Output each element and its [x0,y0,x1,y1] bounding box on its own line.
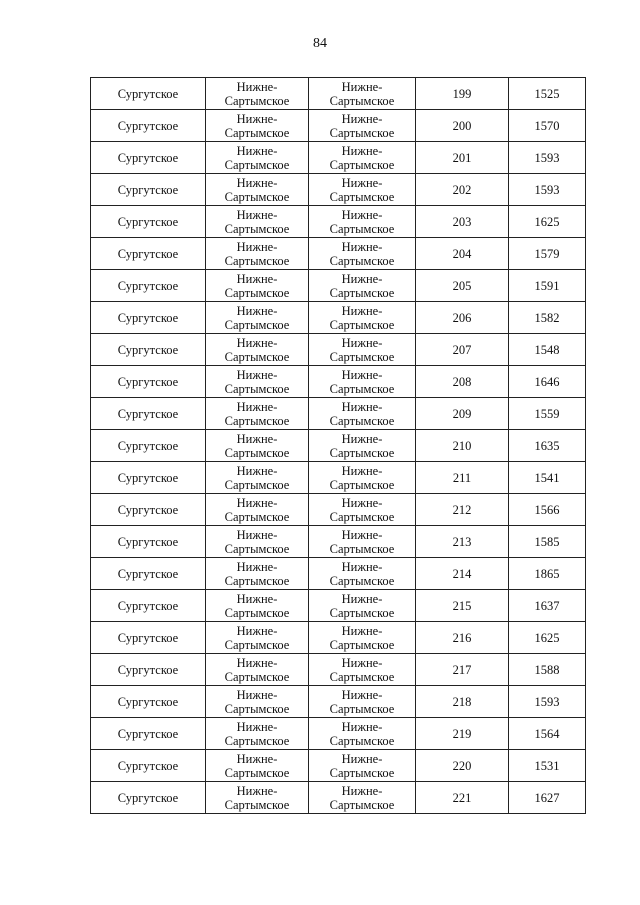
table-row [91,430,586,462]
field-b-cell-line: Нижне- [341,239,383,254]
field-b-cell [309,654,416,686]
field-b-cell-line: Сартымское [329,605,395,620]
region-cell: Сургутское [91,718,206,750]
field-a-cell-line: Нижне- [236,303,278,318]
field-b-cell-line: Сартымское [329,445,395,460]
field-b-cell [309,142,416,174]
number-cell: 211 [416,462,509,494]
field-b-cell-line: Сартымское [329,93,395,108]
field-a-cell-line: Нижне- [236,143,278,158]
number-cell: 220 [416,750,509,782]
field-a-cell [206,78,309,110]
field-b-cell-line: Нижне- [341,207,383,222]
field-b-cell [309,622,416,654]
region-cell: Сургутское [91,558,206,590]
field-b-cell-line: Сартымское [329,125,395,140]
field-a-cell-line: Нижне- [236,239,278,254]
region-cell: Сургутское [91,526,206,558]
field-b-cell-line: Сартымское [329,765,395,780]
region-cell: Сургутское [91,302,206,334]
table-row [91,590,586,622]
field-b-cell-line: Нижне- [341,399,383,414]
field-b-cell-line: Нижне- [341,527,383,542]
field-a-cell-line: Нижне- [236,335,278,350]
field-b-cell [309,526,416,558]
value-cell: 1566 [509,494,586,526]
number-cell: 216 [416,622,509,654]
field-a-cell-line: Нижне- [236,527,278,542]
field-b-cell [309,718,416,750]
table-row [91,718,586,750]
field-a-cell-line: Нижне- [236,783,278,798]
field-b-cell-line: Сартымское [329,541,395,556]
number-cell: 207 [416,334,509,366]
number-cell: 209 [416,398,509,430]
field-b-cell-line: Сартымское [329,701,395,716]
field-b-cell [309,750,416,782]
value-cell: 1646 [509,366,586,398]
field-a-cell-line: Нижне- [236,79,278,94]
table-row [91,302,586,334]
field-a-cell [206,270,309,302]
region-cell: Сургутское [91,270,206,302]
field-a-cell-line: Сартымское [224,541,290,556]
field-a-cell [206,174,309,206]
field-b-cell-line: Нижне- [341,783,383,798]
region-cell: Сургутское [91,238,206,270]
field-b-cell-line: Сартымское [329,285,395,300]
field-b-cell [309,590,416,622]
field-b-cell [309,398,416,430]
field-b-cell [309,174,416,206]
field-a-cell-line: Сартымское [224,253,290,268]
field-b-cell-line: Сартымское [329,221,395,236]
field-b-cell [309,558,416,590]
region-cell: Сургутское [91,142,206,174]
field-a-cell-line: Сартымское [224,221,290,236]
field-b-cell [309,462,416,494]
field-a-cell-line: Сартымское [224,381,290,396]
field-a-cell [206,302,309,334]
field-b-cell-line: Сартымское [329,509,395,524]
field-b-cell-line: Сартымское [329,317,395,332]
value-cell: 1579 [509,238,586,270]
number-cell: 206 [416,302,509,334]
value-cell: 1591 [509,270,586,302]
field-b-cell-line: Сартымское [329,157,395,172]
field-a-cell-line: Сартымское [224,701,290,716]
field-b-cell-line: Сартымское [329,413,395,428]
number-cell: 217 [416,654,509,686]
table-row [91,462,586,494]
field-a-cell [206,142,309,174]
field-b-cell-line: Нижне- [341,367,383,382]
number-cell: 219 [416,718,509,750]
table-row [91,142,586,174]
field-b-cell-line: Нижне- [341,111,383,126]
field-b-cell-line: Нижне- [341,559,383,574]
number-cell: 208 [416,366,509,398]
field-a-cell [206,334,309,366]
number-cell: 212 [416,494,509,526]
field-b-cell-line: Сартымское [329,477,395,492]
field-b-cell-line: Нижне- [341,463,383,478]
field-a-cell-line: Нижне- [236,623,278,638]
field-b-cell-line: Сартымское [329,797,395,812]
field-a-cell-line: Сартымское [224,125,290,140]
field-b-cell [309,270,416,302]
region-cell: Сургутское [91,430,206,462]
field-b-cell-line: Нижне- [341,495,383,510]
field-a-cell-line: Сартымское [224,477,290,492]
field-b-cell-line: Нижне- [341,143,383,158]
table-row [91,750,586,782]
region-cell: Сургутское [91,622,206,654]
field-a-cell-line: Сартымское [224,349,290,364]
field-a-cell [206,558,309,590]
table-row [91,558,586,590]
field-b-cell [309,110,416,142]
field-b-cell-line: Нижне- [341,687,383,702]
number-cell: 213 [416,526,509,558]
field-a-cell-line: Сартымское [224,317,290,332]
field-a-cell-line: Нижне- [236,655,278,670]
region-cell: Сургутское [91,494,206,526]
value-cell: 1585 [509,526,586,558]
region-cell: Сургутское [91,78,206,110]
field-b-cell [309,430,416,462]
table-row [91,334,586,366]
value-cell: 1531 [509,750,586,782]
field-b-cell [309,78,416,110]
field-b-cell [309,366,416,398]
field-a-cell-line: Нижне- [236,111,278,126]
field-a-cell [206,622,309,654]
table-row [91,366,586,398]
field-b-cell-line: Сартымское [329,349,395,364]
table-row [91,110,586,142]
value-cell: 1548 [509,334,586,366]
region-cell: Сургутское [91,686,206,718]
number-cell: 221 [416,782,509,814]
field-a-cell [206,238,309,270]
field-a-cell-line: Сартымское [224,765,290,780]
field-a-cell-line: Сартымское [224,189,290,204]
field-b-cell-line: Нижне- [341,655,383,670]
field-a-cell [206,686,309,718]
table-row [91,398,586,430]
region-cell: Сургутское [91,590,206,622]
value-cell: 1525 [509,78,586,110]
field-b-cell-line: Сартымское [329,381,395,396]
field-b-cell-line: Нижне- [341,431,383,446]
field-a-cell [206,494,309,526]
field-a-cell-line: Сартымское [224,93,290,108]
field-a-cell-line: Нижне- [236,687,278,702]
region-cell: Сургутское [91,654,206,686]
region-cell: Сургутское [91,110,206,142]
data-table [90,77,586,814]
field-b-cell-line: Сартымское [329,253,395,268]
field-b-cell-line: Нижне- [341,591,383,606]
region-cell: Сургутское [91,366,206,398]
field-a-cell [206,462,309,494]
region-cell: Сургутское [91,782,206,814]
field-b-cell-line: Сартымское [329,573,395,588]
field-b-cell [309,302,416,334]
value-cell: 1588 [509,654,586,686]
field-a-cell [206,430,309,462]
value-cell: 1627 [509,782,586,814]
field-a-cell [206,110,309,142]
value-cell: 1625 [509,622,586,654]
value-cell: 1582 [509,302,586,334]
table-body [91,78,586,814]
field-b-cell [309,494,416,526]
value-cell: 1593 [509,174,586,206]
region-cell: Сургутское [91,462,206,494]
number-cell: 203 [416,206,509,238]
field-a-cell-line: Нижне- [236,559,278,574]
field-a-cell-line: Нижне- [236,719,278,734]
table-row [91,654,586,686]
value-cell: 1625 [509,206,586,238]
field-b-cell-line: Нижне- [341,719,383,734]
field-a-cell-line: Нижне- [236,495,278,510]
value-cell: 1593 [509,686,586,718]
region-cell: Сургутское [91,398,206,430]
field-b-cell [309,238,416,270]
field-a-cell-line: Сартымское [224,413,290,428]
field-b-cell-line: Сартымское [329,637,395,652]
field-a-cell [206,526,309,558]
region-cell: Сургутское [91,174,206,206]
table-row [91,174,586,206]
number-cell: 200 [416,110,509,142]
value-cell: 1865 [509,558,586,590]
value-cell: 1541 [509,462,586,494]
table-row [91,238,586,270]
field-b-cell-line: Нижне- [341,303,383,318]
field-b-cell-line: Сартымское [329,733,395,748]
number-cell: 204 [416,238,509,270]
value-cell: 1593 [509,142,586,174]
field-a-cell-line: Нижне- [236,591,278,606]
table-row [91,622,586,654]
field-b-cell-line: Нижне- [341,623,383,638]
field-a-cell [206,398,309,430]
number-cell: 214 [416,558,509,590]
table-row [91,206,586,238]
number-cell: 201 [416,142,509,174]
field-b-cell-line: Нижне- [341,751,383,766]
field-b-cell-line: Сартымское [329,669,395,684]
number-cell: 199 [416,78,509,110]
field-a-cell-line: Сартымское [224,669,290,684]
field-a-cell-line: Сартымское [224,605,290,620]
field-a-cell [206,654,309,686]
field-a-cell-line: Сартымское [224,573,290,588]
value-cell: 1570 [509,110,586,142]
number-cell: 202 [416,174,509,206]
field-a-cell [206,590,309,622]
field-a-cell-line: Сартымское [224,157,290,172]
number-cell: 215 [416,590,509,622]
value-cell: 1637 [509,590,586,622]
field-a-cell-line: Нижне- [236,367,278,382]
field-b-cell-line: Нижне- [341,271,383,286]
region-cell: Сургутское [91,750,206,782]
value-cell: 1564 [509,718,586,750]
value-cell: 1635 [509,430,586,462]
field-a-cell-line: Нижне- [236,751,278,766]
field-b-cell-line: Нижне- [341,79,383,94]
number-cell: 205 [416,270,509,302]
field-a-cell-line: Сартымское [224,445,290,460]
field-a-cell [206,718,309,750]
field-a-cell-line: Нижне- [236,399,278,414]
region-cell: Сургутское [91,334,206,366]
field-b-cell [309,334,416,366]
field-a-cell-line: Сартымское [224,509,290,524]
field-b-cell [309,686,416,718]
table-row [91,686,586,718]
field-b-cell-line: Сартымское [329,189,395,204]
field-a-cell-line: Нижне- [236,175,278,190]
table-row [91,78,586,110]
region-cell: Сургутское [91,206,206,238]
field-a-cell-line: Сартымское [224,733,290,748]
field-a-cell-line: Сартымское [224,285,290,300]
field-a-cell [206,750,309,782]
field-a-cell [206,206,309,238]
field-a-cell-line: Нижне- [236,271,278,286]
number-cell: 218 [416,686,509,718]
field-a-cell [206,366,309,398]
page-number: 84 [313,36,327,51]
table-row [91,270,586,302]
field-a-cell-line: Нижне- [236,463,278,478]
field-a-cell-line: Сартымское [224,797,290,812]
field-b-cell-line: Нижне- [341,175,383,190]
field-a-cell-line: Нижне- [236,431,278,446]
table-row [91,782,586,814]
field-b-cell-line: Нижне- [341,335,383,350]
table-row [91,494,586,526]
field-a-cell-line: Нижне- [236,207,278,222]
field-b-cell [309,206,416,238]
field-a-cell-line: Сартымское [224,637,290,652]
value-cell: 1559 [509,398,586,430]
field-a-cell [206,782,309,814]
field-b-cell [309,782,416,814]
number-cell: 210 [416,430,509,462]
table-row [91,526,586,558]
